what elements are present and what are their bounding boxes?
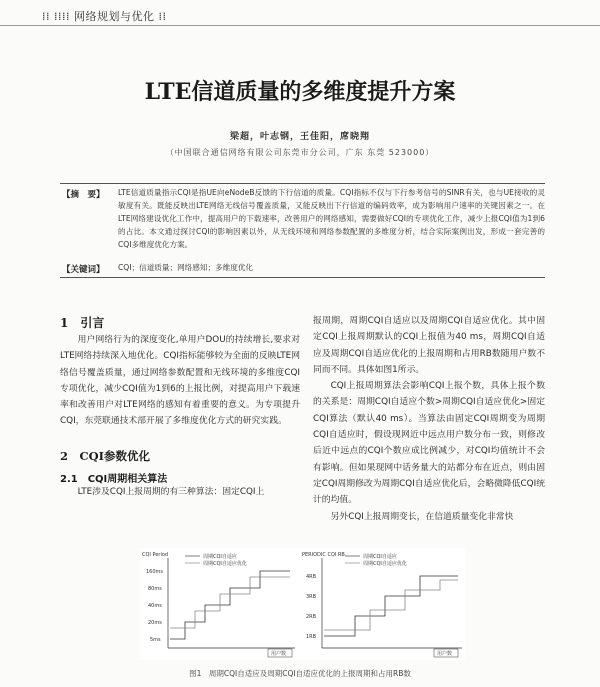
right-x-label: 用户数 <box>437 651 453 657</box>
grid-icon: ⁞⁞ ⁞⁞⁞⁞ <box>42 10 74 23</box>
section-1-body <box>60 332 300 430</box>
section-1-heading: 1 引言 <box>60 316 105 330</box>
right-paragraph-1: 报周期，周期CQI自适应以及周期CQI自适应优化。其中固定CQI上报周期默认的CQI上报值为40 ms，周期CQI自适应及周期CQI自适应优化的上报周期和占用RB数随用户数不同而不同。具体如图1所示。 <box>313 316 545 375</box>
left-series-1 <box>170 571 290 639</box>
paper-title: LTE信道质量的多维度提升方案 <box>144 79 456 105</box>
left-y-tick-4: 20ms <box>148 620 162 626</box>
right-y-tick-3: 2RB <box>306 614 317 620</box>
figure-1-caption: 图1 周期CQI自适应及周期CQI自适应优化的上报周期和占用RB数 <box>189 669 411 678</box>
left-chart <box>142 552 295 657</box>
right-y-tick-2: 3RB <box>306 594 317 600</box>
section-2-heading: 2 CQI参数优化 <box>60 449 151 463</box>
left-legend-2: 周期CQI自适应优化 <box>203 561 247 567</box>
right-legend-1: 周期CQI自适应 <box>363 554 397 560</box>
keywords-label: 【关键词】 <box>62 265 105 275</box>
right-y-tick-1: 4RB <box>306 574 317 580</box>
section-1-paragraph: 用户网络行为的深度变化,单用户DOU的持续增长,要求对LTE网络持续深入地优化。CQI指标能够较为全面的反映LTE网络信号覆盖质量，通过网络参数配置和无线环境的多维度CQI专项优化，减少CQI值为1到6的上报比例，对提高用户下载速率和改善用户对LTE网络的感知有着重要的意义。为专项提升CQI，东莞联通技术部开展了多维度优化方式的研究实践。 <box>60 335 300 427</box>
left-y-tick-5: 5ms <box>150 637 161 643</box>
left-axis-title: CQI Period <box>142 552 169 558</box>
right-chart <box>302 552 462 657</box>
abstract-top-rule <box>60 183 545 184</box>
left-legend-1: 周期CQI自适应 <box>203 554 237 560</box>
abstract-text: LTE信道质量指示CQI是指UE向eNodeB反馈的下行信道的质量。CQI指标不仅与下行参考信号的SINR有关，也与UE接收的灵敏度有关。既能反映出LTE网络无线信号覆盖质量，又能反映出下行信道的编码效率，成为影响用户速率的关键因素之一。在LTE网络建设优化工作中，提高用户的下载速率，改善用户的网络感知，需要做好CQI的专项优化工作，减少上报CQI值为1到6的占比。本文通过探讨CQI的影响因素以外，从无线环境和网络参数配置的多维度分析，结合实际案例出发，形成一套完善的CQI多维度优化方案。 <box>118 188 545 249</box>
section-2-1-heading: 2.1 CQI周期相关算法 <box>60 474 168 485</box>
header-rule <box>0 25 600 26</box>
section-2-1-paragraph: LTE涉及CQI上报周期的有三种算法：固定CQI上 <box>77 487 265 497</box>
paper-authors: 梁超，叶志钢，王佳阳，席晓翔 <box>229 132 370 142</box>
left-y-tick-2: 80ms <box>148 586 162 592</box>
section-header <box>42 8 166 24</box>
right-y-tick-4: 1RB <box>306 634 317 640</box>
right-series-2 <box>324 580 458 630</box>
section-2-1-body <box>60 484 300 500</box>
grid-icon: ⁞⁞ <box>154 10 167 23</box>
figure-1-svg <box>140 548 465 660</box>
header-label: 网络规划与优化 <box>73 10 155 23</box>
abstract-bottom-rule <box>60 277 545 278</box>
right-paragraph-2: CQI上报周期算法会影响CQI上报个数，具体上报个数的关系是：周期CQI自适应个数>周期CQI自适应优化>固定CQI算法（默认40 ms）。当算法由固定CQI周期变为周期CQI自适应时，假设现网近中远点用户数分布一致，则修改后近中远点的CQI个数应成比例减少，对CQI均值统计不会有影响。但如果现网中话务量大的站都分布在近点，则由固定CQI周期修改为周期CQI自适应优化后，会略微降低CQI统计的均值。 <box>313 381 545 506</box>
figure-1 <box>140 548 465 660</box>
right-series-1 <box>324 576 458 636</box>
left-x-label: 用户数 <box>271 651 287 657</box>
right-axis-title: PERIODIC CQI RB <box>302 552 345 558</box>
abstract-label: 【摘 要】 <box>62 190 105 200</box>
paper-affiliation: （中国联合通信网络有限公司东莞市分公司，广东 东莞 523000） <box>165 148 435 157</box>
right-legend-2: 周期CQI自适应优化 <box>363 561 407 567</box>
right-column <box>313 313 545 525</box>
keywords-text: CQI；信道质量；网络感知；多维度优化 <box>118 263 254 272</box>
left-y-tick-1: 160ms <box>146 569 164 575</box>
right-paragraph-3: 另外CQI上报周期变长，在信道质量变化非常快 <box>330 511 514 522</box>
left-y-tick-3: 40ms <box>148 603 162 609</box>
